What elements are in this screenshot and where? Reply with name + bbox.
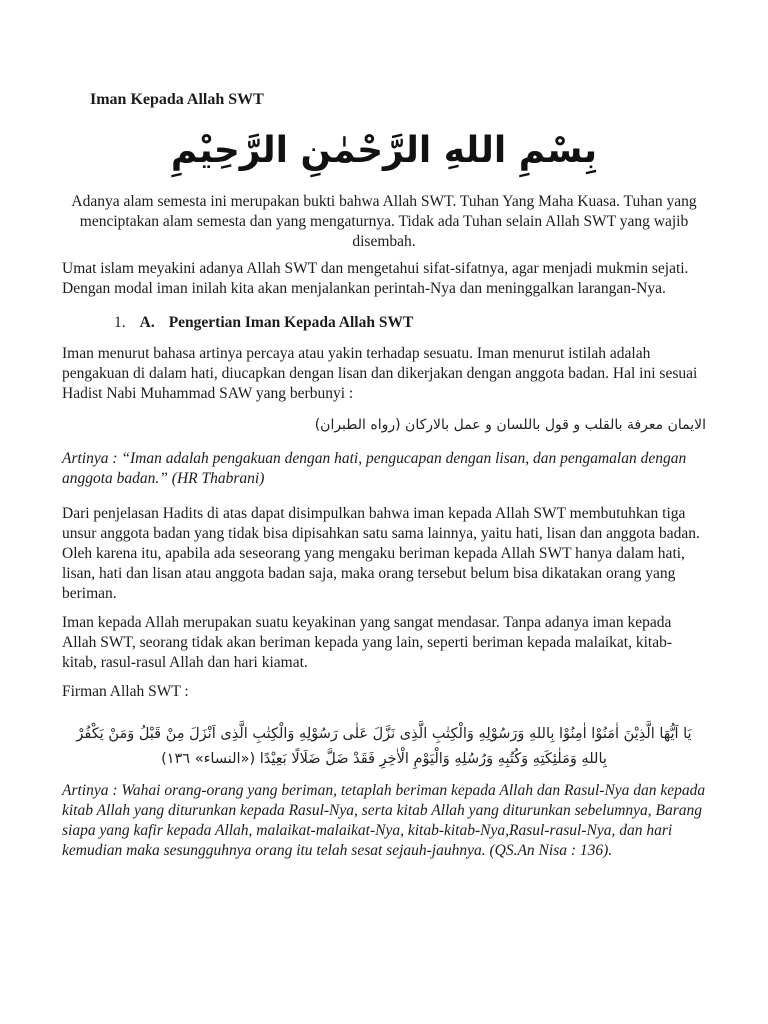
paragraph-intro-centered: Adanya alam semesta ini merupakan bukti bahwa Allah SWT. Tuhan Yang Maha Kuasa. Tuhan yang menciptakan alam semesta dan yang mengaturnya. Tidak ada Tuhan selain Allah SWT yang wajib disembah. [71, 193, 697, 250]
section-heading [114, 313, 706, 333]
section-heading-number: 1. [114, 314, 126, 331]
paragraph-foundation: Iman kepada Allah merupakan suatu keyakinan yang sangat mendasar. Tanpa adanya iman kepada Allah SWT, seorang tidak akan beriman kepada yang lain, seperti beriman kepada malaikat, kitab-kitab, rasul-rasul Allah dan hari kiamat. [62, 614, 673, 671]
paragraph-intro-2: Umat islam meyakini adanya Allah SWT dan mengetahui sifat-sifatnya, agar menjadi mukmin sejati. Dengan modal iman inilah kita akan menjalankan perintah-Nya dan meninggalkan larangan-Nya. [62, 260, 689, 297]
bismillah-calligraphy: بِسْمِ اللهِ الرَّحْمٰنِ الرَّحِيْمِ [170, 130, 598, 171]
quran-verse-arabic: يَا اَيُّهَا الَّذِيْنَ اٰمَنُوْا اٰمِنُوْا بِاللهِ وَرَسُوْلِهِ وَالْكِتٰبِ الَّذِى نَزَّلَ عَلٰى رَسُوْلِهِ وَالْكِتٰبِ الَّذِى اَنْزَلَ مِنْ قَبْلُ وَمَنْ يَكْفُرْ بِاللهِ وَمَلٰئِكَتِهِ وَكُتُبِهِ وَرُسُلِهِ وَالْيَوْمِ الْاٰخِرِ فَقَدْ ضَلَّ ضَلَالًا بَعِيْدًا («النساء» ١٣٦) [76, 726, 692, 767]
verse-translation: Artinya : Wahai orang-orang yang beriman, tetaplah beriman kepada Allah dan Rasul-Nya dan kepada kitab Allah yang diturunkan kepada Rasul-Nya, serta kitab Allah yang diturunkan sebelumnya, Barang siapa yang kafir kepada Allah, malaikat-malaikat-Nya, kitab-kitab-Nya,Rasul-rasul-Nya, dan hari kemudian maka sesungguhnya orang itu telah sesat sejauh-jauhnya. (QS.An Nisa : 136). [62, 782, 706, 859]
hadith-arabic-text: الايمان معرفة بالقلب و قول باللسان و عمل بالاركان (رواه الطبران) [314, 417, 706, 433]
paragraph-definition: Iman menurut bahasa artinya percaya atau yakin terhadap sesuatu. Iman menurut istilah adalah pengakuan di dalam hati, diucapkan dengan lisan dan dikerjakan dengan anggota badan. Hal ini sesuai Hadist Nabi Muhammad SAW yang berbunyi : [62, 345, 698, 402]
page-title: Iman Kepada Allah SWT [90, 91, 264, 108]
firman-label: Firman Allah SWT : [62, 683, 189, 700]
paragraph-explanation: Dari penjelasan Hadits di atas dapat disimpulkan bahwa iman kepada Allah SWT membutuhkan tiga unsur anggota badan yang tidak bisa dipisahkan satu sama lainnya, yaitu hati, lisan dan anggota badan. Oleh karena itu, apabila ada seseorang yang mengaku beriman kepada Allah SWT hanya dalam hati, lisan, hati dan lisan atau anggota badan saja, maka orang tersebut belum bisa dikatakan orang yang beriman. [62, 505, 700, 602]
section-heading-letter: A. [139, 314, 155, 331]
section-heading-text: Pengertian Iman Kepada Allah SWT [168, 314, 414, 331]
hadith-translation: Artinya : “Iman adalah pengakuan dengan hati, pengucapan dengan lisan, dan pengamalan dengan anggota badan.” (HR Thabrani) [62, 450, 687, 487]
